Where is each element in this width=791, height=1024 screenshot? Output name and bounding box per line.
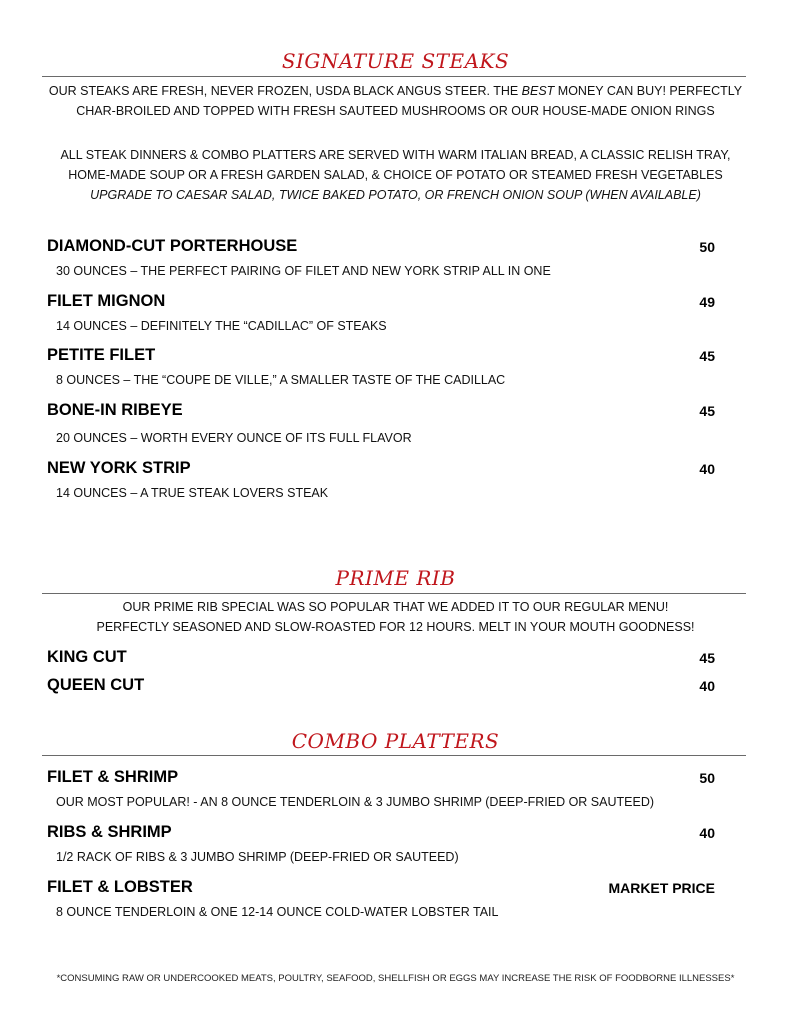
upgrade-note: UPGRADE TO CAESAR SALAD, TWICE BAKED POTATO, OR FRENCH ONION SOUP (WHEN AVAILABLE): [90, 188, 701, 202]
prime-rib-intro: [30, 597, 761, 637]
item-price-filet-lobster: MARKET PRICE: [608, 880, 715, 896]
item-price-bone-in-ribeye: 45: [699, 403, 715, 419]
item-price-filet-shrimp: 50: [699, 770, 715, 786]
item-desc-new-york-strip: 14 OUNCES – A TRUE STEAK LOVERS STEAK: [56, 486, 329, 500]
item-name-petite-filet: PETITE FILET: [47, 346, 156, 364]
item-name-king-cut: KING CUT: [47, 648, 127, 666]
item-name-filet-lobster: FILET & LOBSTER: [47, 878, 193, 896]
item-name-bone-in-ribeye: BONE-IN RIBEYE: [47, 401, 183, 419]
item-name-filet-mignon: FILET MIGNON: [47, 292, 166, 310]
signature-intro-line1: OUR STEAKS ARE FRESH, NEVER FROZEN, USDA BLACK ANGUS STEER. THE BEST MONEY CAN BUY! PERFECTLY: [48, 84, 743, 98]
item-desc-petite-filet: 8 OUNCES – THE “COUPE DE VILLE,” A SMALLER TASTE OF THE CADILLAC: [56, 373, 506, 387]
signature-intro-line2: CHAR-BROILED AND TOPPED WITH FRESH SAUTEED MUSHROOMS OR OUR HOUSE-MADE ONION RINGS: [76, 104, 715, 118]
prime-rib-intro-line2: PERFECTLY SEASONED AND SLOW-ROASTED FOR 12 HOURS. MELT IN YOUR MOUTH GOODNESS!: [96, 620, 695, 634]
item-price-new-york-strip: 40: [699, 461, 715, 477]
item-price-ribs-shrimp: 40: [699, 825, 715, 841]
item-desc-filet-mignon: 14 OUNCES – DEFINITELY THE “CADILLAC” OF STEAKS: [56, 319, 387, 333]
item-name-queen-cut: QUEEN CUT: [47, 676, 145, 694]
item-name-porterhouse: DIAMOND-CUT PORTERHOUSE: [47, 237, 298, 255]
item-desc-filet-shrimp: OUR MOST POPULAR! - AN 8 OUNCE TENDERLOIN & 3 JUMBO SHRIMP (DEEP-FRIED OR SAUTEED): [56, 795, 655, 809]
item-desc-bone-in-ribeye: 20 OUNCES – WORTH EVERY OUNCE OF ITS FULL FLAVOR: [56, 431, 412, 445]
item-price-king-cut: 45: [699, 650, 715, 666]
health-warning-footnote: *CONSUMING RAW OR UNDERCOOKED MEATS, POULTRY, SEAFOOD, SHELLFISH OR EGGS MAY INCREASE THE RISK OF FOODBORNE ILLNESSES*: [56, 973, 735, 984]
item-price-queen-cut: 40: [699, 678, 715, 694]
inclusions-line1: ALL STEAK DINNERS & COMBO PLATTERS ARE SERVED WITH WARM ITALIAN BREAD, A CLASSIC RELISH TRAY,: [60, 148, 731, 162]
prime-rib-intro-line1: OUR PRIME RIB SPECIAL WAS SO POPULAR THAT WE ADDED IT TO OUR REGULAR MENU!: [122, 600, 669, 614]
item-price-petite-filet: 45: [699, 348, 715, 364]
combo-divider: [42, 755, 746, 756]
prime-rib-title: PRIME RIB: [335, 566, 456, 590]
signature-steaks-title: SIGNATURE STEAKS: [281, 49, 510, 73]
combo-platters-title: COMBO PLATTERS: [291, 729, 500, 753]
item-price-porterhouse: 50: [699, 239, 715, 255]
signature-divider: [42, 76, 746, 77]
prime-rib-divider: [42, 593, 746, 594]
item-desc-porterhouse: 30 OUNCES – THE PERFECT PAIRING OF FILET AND NEW YORK STRIP ALL IN ONE: [56, 264, 551, 278]
item-desc-filet-lobster: 8 OUNCE TENDERLOIN & ONE 12-14 OUNCE COLD-WATER LOBSTER TAIL: [56, 905, 499, 919]
item-name-new-york-strip: NEW YORK STRIP: [47, 459, 191, 477]
item-price-filet-mignon: 49: [699, 294, 715, 310]
item-desc-ribs-shrimp: 1/2 RACK OF RIBS & 3 JUMBO SHRIMP (DEEP-FRIED OR SAUTEED): [56, 850, 459, 864]
signature-intro: [30, 81, 761, 121]
dinner-inclusions: [30, 145, 761, 205]
item-name-ribs-shrimp: RIBS & SHRIMP: [47, 823, 172, 841]
item-name-filet-shrimp: FILET & SHRIMP: [47, 768, 179, 786]
inclusions-line2: HOME-MADE SOUP OR A FRESH GARDEN SALAD, & CHOICE OF POTATO OR STEAMED FRESH VEGETABLES: [68, 168, 723, 182]
best-emphasis: BEST: [521, 84, 555, 98]
